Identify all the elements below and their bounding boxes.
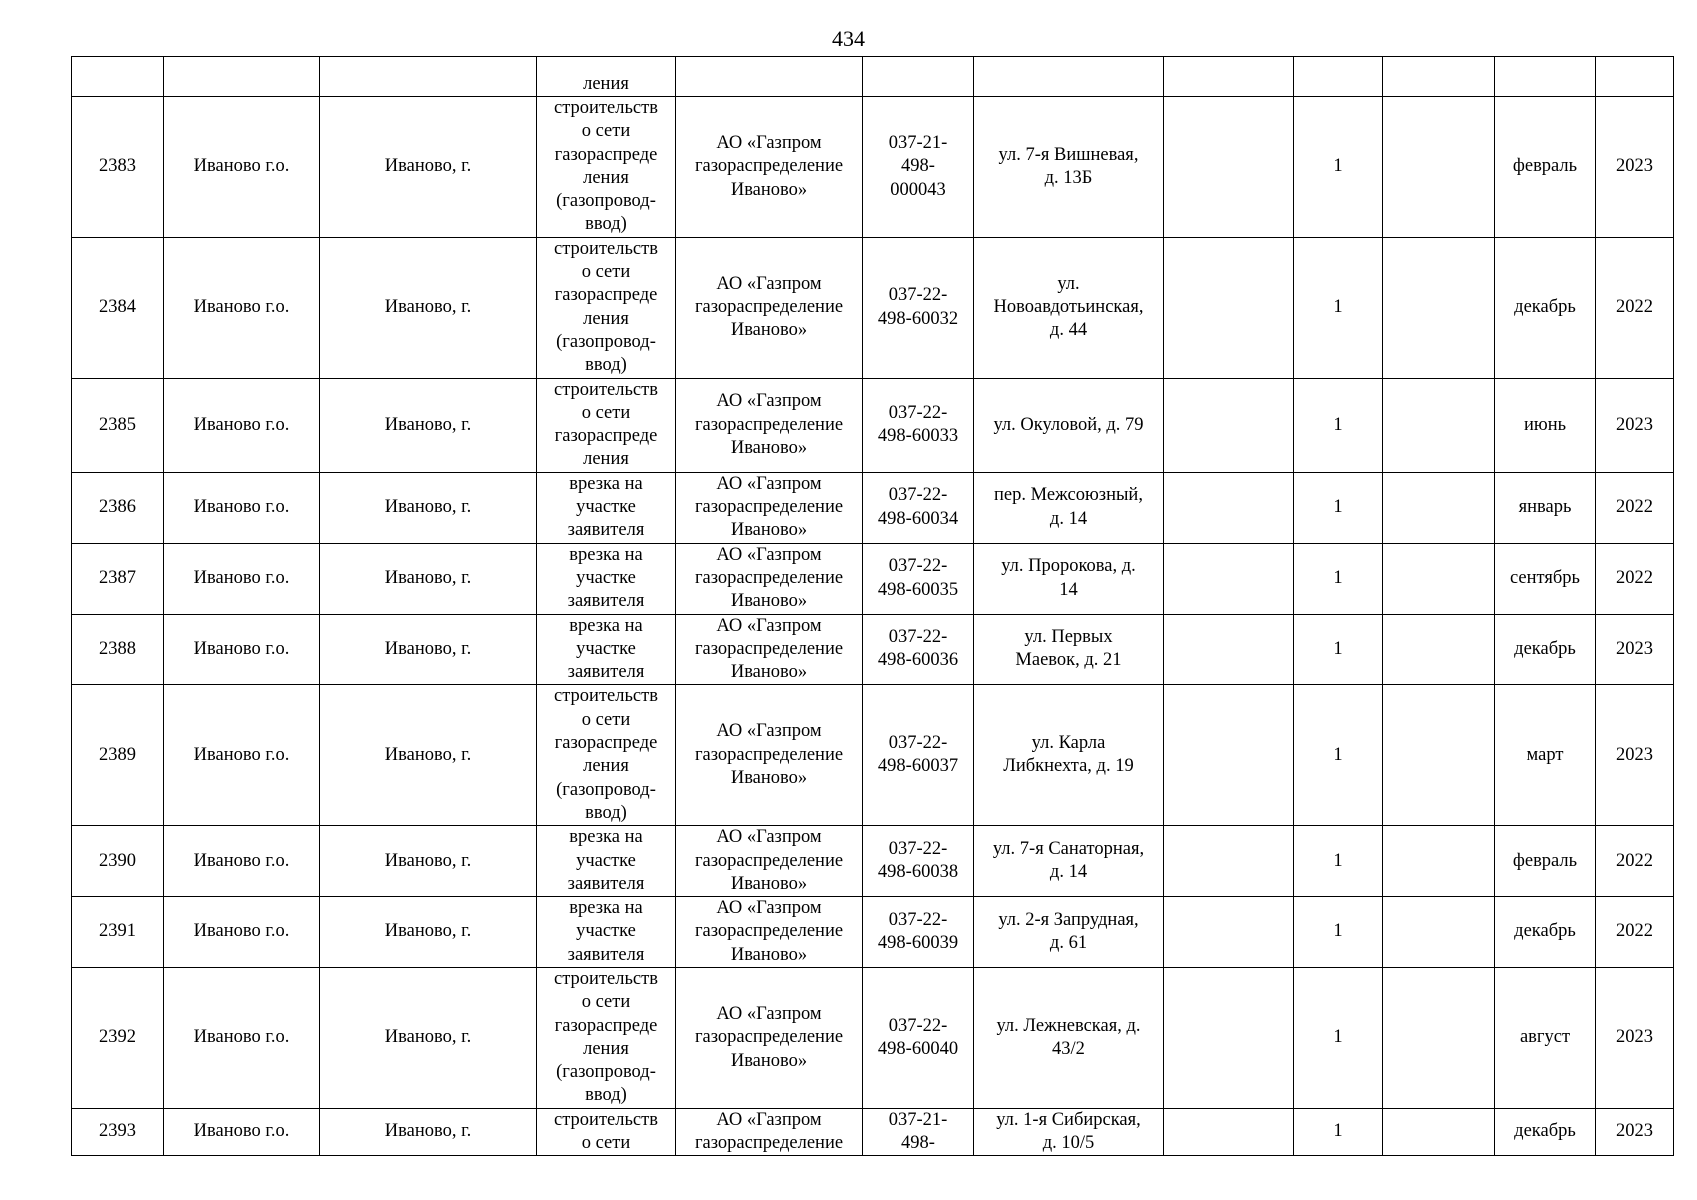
cell-municipality: Иваново г.о. <box>164 1108 320 1156</box>
cell-year: 2023 <box>1596 378 1674 472</box>
table-row <box>72 614 1674 685</box>
cell-organization: АО «Газпром газораспределение Иваново» <box>676 543 863 614</box>
cell-empty <box>1383 967 1495 1108</box>
cell-address: ул. 2-я Запрудная, д. 61 <box>974 897 1164 968</box>
cell-empty <box>1383 378 1495 472</box>
cell-count: 1 <box>1294 1108 1383 1156</box>
cell-address: ул. 7-я Санаторная, д. 14 <box>974 826 1164 897</box>
cell-month <box>1495 57 1596 97</box>
cell-month: декабрь <box>1495 1108 1596 1156</box>
cell-year: 2023 <box>1596 685 1674 826</box>
cell-organization: АО «Газпром газораспределение Иваново» <box>676 97 863 238</box>
cell-month: январь <box>1495 472 1596 543</box>
cell-municipality: Иваново г.о. <box>164 967 320 1108</box>
table-row-continuation <box>72 57 1674 97</box>
cell-count: 1 <box>1294 685 1383 826</box>
cell-no: 2393 <box>72 1108 164 1156</box>
cell-month: август <box>1495 967 1596 1108</box>
cell-address: ул. Первых Маевок, д. 21 <box>974 614 1164 685</box>
cell-municipality: Иваново г.о. <box>164 543 320 614</box>
cell-year <box>1596 57 1674 97</box>
cell-settlement: Иваново, г. <box>320 685 537 826</box>
cell-work-type: ления <box>537 57 676 97</box>
table-row <box>72 543 1674 614</box>
connection-register-table <box>71 56 1674 1156</box>
cell-settlement: Иваново, г. <box>320 1108 537 1156</box>
cell-code: 037-22- 498-60036 <box>863 614 974 685</box>
cell-empty <box>1164 378 1294 472</box>
cell-address: ул. 7-я Вишневая, д. 13Б <box>974 97 1164 238</box>
cell-municipality: Иваново г.о. <box>164 378 320 472</box>
cell-empty <box>1383 614 1495 685</box>
cell-code: 037-22- 498-60034 <box>863 472 974 543</box>
cell-no: 2386 <box>72 472 164 543</box>
cell-address: ул. Карла Либкнехта, д. 19 <box>974 685 1164 826</box>
cell-year: 2023 <box>1596 97 1674 238</box>
cell-count: 1 <box>1294 237 1383 378</box>
cell-settlement: Иваново, г. <box>320 378 537 472</box>
cell-year: 2022 <box>1596 897 1674 968</box>
cell-count: 1 <box>1294 378 1383 472</box>
cell-code: 037-22- 498-60037 <box>863 685 974 826</box>
cell-empty <box>1164 472 1294 543</box>
cell-code: 037-21- 498- <box>863 1108 974 1156</box>
cell-organization: АО «Газпром газораспределение Иваново» <box>676 967 863 1108</box>
table-row <box>72 378 1674 472</box>
cell-no: 2390 <box>72 826 164 897</box>
cell-count: 1 <box>1294 826 1383 897</box>
table-row <box>72 472 1674 543</box>
cell-empty <box>1164 685 1294 826</box>
table-row <box>72 97 1674 238</box>
cell-settlement: Иваново, г. <box>320 967 537 1108</box>
table-row <box>72 897 1674 968</box>
cell-empty <box>1383 1108 1495 1156</box>
cell-organization: АО «Газпром газораспределение Иваново» <box>676 472 863 543</box>
table-row <box>72 685 1674 826</box>
cell-year: 2023 <box>1596 614 1674 685</box>
table-row <box>72 826 1674 897</box>
cell-code: 037-22- 498-60032 <box>863 237 974 378</box>
cell-address: ул. Новоавдотьинская, д. 44 <box>974 237 1164 378</box>
cell-municipality: Иваново г.о. <box>164 897 320 968</box>
cell-settlement: Иваново, г. <box>320 472 537 543</box>
cell-work-type: строительств о сети газораспреде ления <box>537 378 676 472</box>
cell-no: 2384 <box>72 237 164 378</box>
cell-month: февраль <box>1495 97 1596 238</box>
cell-no: 2383 <box>72 97 164 238</box>
cell-work-type: строительств о сети <box>537 1108 676 1156</box>
cell-settlement: Иваново, г. <box>320 97 537 238</box>
cell-count: 1 <box>1294 897 1383 968</box>
cell-work-type: врезка на участке заявителя <box>537 472 676 543</box>
cell-settlement: Иваново, г. <box>320 614 537 685</box>
table-row <box>72 237 1674 378</box>
cell-year: 2022 <box>1596 237 1674 378</box>
cell-count: 1 <box>1294 967 1383 1108</box>
cell-empty <box>1164 543 1294 614</box>
cell-organization: АО «Газпром газораспределение Иваново» <box>676 237 863 378</box>
cell-empty <box>1164 967 1294 1108</box>
cell-month: декабрь <box>1495 237 1596 378</box>
cell-settlement: Иваново, г. <box>320 237 537 378</box>
cell-month: июнь <box>1495 378 1596 472</box>
cell-code: 037-22- 498-60040 <box>863 967 974 1108</box>
cell-empty <box>1164 897 1294 968</box>
cell-address <box>974 57 1164 97</box>
cell-work-type: врезка на участке заявителя <box>537 897 676 968</box>
cell-organization: АО «Газпром газораспределение Иваново» <box>676 614 863 685</box>
cell-empty <box>1383 237 1495 378</box>
cell-count: 1 <box>1294 543 1383 614</box>
cell-code: 037-22- 498-60033 <box>863 378 974 472</box>
cell-organization: АО «Газпром газораспределение <box>676 1108 863 1156</box>
cell-work-type: строительств о сети газораспреде ления (газопровод- ввод) <box>537 967 676 1108</box>
cell-code: 037-21- 498- 000043 <box>863 97 974 238</box>
cell-address: ул. Окуловой, д. 79 <box>974 378 1164 472</box>
cell-municipality: Иваново г.о. <box>164 237 320 378</box>
cell-year: 2022 <box>1596 472 1674 543</box>
cell-empty <box>1383 57 1495 97</box>
cell-empty <box>1383 472 1495 543</box>
cell-municipality: Иваново г.о. <box>164 826 320 897</box>
cell-organization: АО «Газпром газораспределение Иваново» <box>676 685 863 826</box>
cell-code: 037-22- 498-60035 <box>863 543 974 614</box>
cell-no: 2387 <box>72 543 164 614</box>
cell-year: 2023 <box>1596 1108 1674 1156</box>
cell-address: ул. Лежневская, д. 43/2 <box>974 967 1164 1108</box>
cell-organization <box>676 57 863 97</box>
page-number: 434 <box>832 26 865 51</box>
cell-month: сентябрь <box>1495 543 1596 614</box>
cell-no: 2388 <box>72 614 164 685</box>
cell-code: 037-22- 498-60039 <box>863 897 974 968</box>
table-row <box>72 967 1674 1108</box>
cell-year: 2022 <box>1596 543 1674 614</box>
cell-year: 2023 <box>1596 967 1674 1108</box>
cell-month: декабрь <box>1495 614 1596 685</box>
cell-empty <box>1383 826 1495 897</box>
cell-settlement: Иваново, г. <box>320 897 537 968</box>
cell-address: ул. Пророкова, д. 14 <box>974 543 1164 614</box>
cell-month: февраль <box>1495 826 1596 897</box>
cell-municipality <box>164 57 320 97</box>
cell-municipality: Иваново г.о. <box>164 614 320 685</box>
cell-municipality: Иваново г.о. <box>164 472 320 543</box>
cell-empty <box>1383 543 1495 614</box>
cell-address: ул. 1-я Сибирская, д. 10/5 <box>974 1108 1164 1156</box>
cell-work-type: строительств о сети газораспреде ления (газопровод- ввод) <box>537 685 676 826</box>
cell-no: 2392 <box>72 967 164 1108</box>
cell-settlement: Иваново, г. <box>320 826 537 897</box>
cell-year: 2022 <box>1596 826 1674 897</box>
cell-code: 037-22- 498-60038 <box>863 826 974 897</box>
cell-empty <box>1164 614 1294 685</box>
cell-settlement: Иваново, г. <box>320 543 537 614</box>
cell-work-type: строительств о сети газораспреде ления (газопровод- ввод) <box>537 97 676 238</box>
cell-empty <box>1383 685 1495 826</box>
cell-work-type: строительств о сети газораспреде ления (газопровод- ввод) <box>537 237 676 378</box>
cell-no <box>72 57 164 97</box>
cell-no: 2389 <box>72 685 164 826</box>
cell-work-type: врезка на участке заявителя <box>537 826 676 897</box>
cell-empty <box>1164 237 1294 378</box>
cell-empty <box>1164 826 1294 897</box>
cell-code <box>863 57 974 97</box>
cell-count: 1 <box>1294 97 1383 238</box>
cell-count <box>1294 57 1383 97</box>
cell-no: 2385 <box>72 378 164 472</box>
cell-settlement <box>320 57 537 97</box>
cell-empty <box>1164 97 1294 238</box>
cell-count: 1 <box>1294 472 1383 543</box>
cell-municipality: Иваново г.о. <box>164 97 320 238</box>
cell-month: март <box>1495 685 1596 826</box>
cell-organization: АО «Газпром газораспределение Иваново» <box>676 897 863 968</box>
cell-work-type: врезка на участке заявителя <box>537 543 676 614</box>
cell-empty <box>1164 1108 1294 1156</box>
cell-address: пер. Межсоюзный, д. 14 <box>974 472 1164 543</box>
cell-empty <box>1383 897 1495 968</box>
cell-municipality: Иваново г.о. <box>164 685 320 826</box>
cell-count: 1 <box>1294 614 1383 685</box>
cell-empty <box>1164 57 1294 97</box>
cell-organization: АО «Газпром газораспределение Иваново» <box>676 826 863 897</box>
cell-month: декабрь <box>1495 897 1596 968</box>
table-row <box>72 1108 1674 1156</box>
cell-work-type: врезка на участке заявителя <box>537 614 676 685</box>
cell-no: 2391 <box>72 897 164 968</box>
cell-empty <box>1383 97 1495 238</box>
cell-organization: АО «Газпром газораспределение Иваново» <box>676 378 863 472</box>
